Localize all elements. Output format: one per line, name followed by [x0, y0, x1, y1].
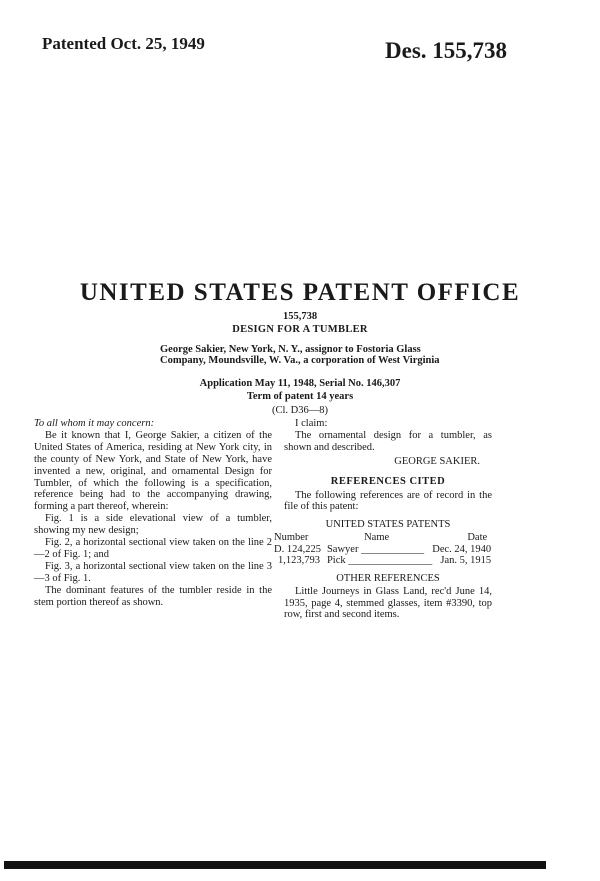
paragraph: Be it known that I, George Sakier, a citizen of the United States of America, residing at New York city, in the county of New York, and State of New York, have invented a new, original, and ornamental Design for Tumbler, of which the following is a specification, reference being had to the accompanying drawing, forming a part thereof, wherein:	[34, 429, 272, 513]
table-row	[274, 555, 491, 567]
paragraph: Fig. 2, a horizontal sectional view taken on the line 2—2 of Fig. 1; and	[34, 537, 272, 560]
salutation: To all whom it may concern:	[34, 418, 155, 429]
patent-number-cell: 1,123,793	[278, 555, 320, 567]
patent-number-cell: D. 124,225	[274, 543, 321, 555]
office-title: UNITED STATES PATENT OFFICE	[79, 279, 521, 306]
claims-column	[274, 418, 492, 621]
column-header: Date	[467, 532, 488, 544]
column-header: Number	[274, 532, 309, 544]
patent-number: 155,738	[282, 311, 318, 322]
other-references-heading: OTHER REFERENCES	[336, 572, 440, 584]
bottom-rule	[4, 861, 546, 869]
design-number: Des. 155,738	[385, 38, 508, 63]
patent-date-cell: Jan. 5, 1915	[440, 555, 492, 567]
patent-name-cell: Pick ________________	[326, 555, 433, 567]
signature: GEORGE SAKIER.	[394, 455, 480, 467]
paragraph: Fig. 1 is a side elevational view of a tumbler, showing my new design;	[34, 513, 272, 537]
specification-column	[34, 418, 272, 609]
paragraph: Fig. 3, a horizontal sectional view taken on the line 3—3 of Fig. 1.	[34, 560, 272, 584]
other-references-text: Little Journeys in Glass Land, rec'd June 14, 1935, page 4, stemmed glasses, item #3390, top row, first and second items.	[284, 585, 492, 621]
us-patents-heading: UNITED STATES PATENTS	[325, 519, 451, 531]
design-title: DESIGN FOR A TUMBLER	[232, 324, 368, 335]
patent-date: Patented Oct. 25, 1949	[42, 34, 205, 53]
table-header-row	[274, 532, 491, 544]
assignor-text: George Sakier, New York, N. Y., assignor to Fostoria Glass Company, Moundsville, W. Va., a corporation of West Virginia	[160, 344, 440, 366]
references-intro: The following references are of record in the file of this patent:	[284, 489, 492, 513]
patent-name-cell: Sawyer ____________	[326, 543, 425, 555]
claim-text: The ornamental design for a tumbler, as shown and described.	[284, 429, 492, 453]
claim-heading: I claim:	[295, 418, 328, 429]
patent-date-cell: Dec. 24, 1940	[432, 543, 492, 555]
table-row	[274, 544, 491, 556]
references-heading: REFERENCES CITED	[330, 475, 446, 487]
classification: (Cl. D36—8)	[272, 405, 328, 416]
patents-table	[274, 532, 491, 567]
paragraph: The dominant features of the tumbler reside in the stem portion thereof as shown.	[34, 584, 272, 608]
application-line: Application May 11, 1948, Serial No. 146,307	[199, 378, 401, 389]
term-line: Term of patent 14 years	[246, 391, 354, 402]
column-header: Name	[364, 532, 390, 544]
